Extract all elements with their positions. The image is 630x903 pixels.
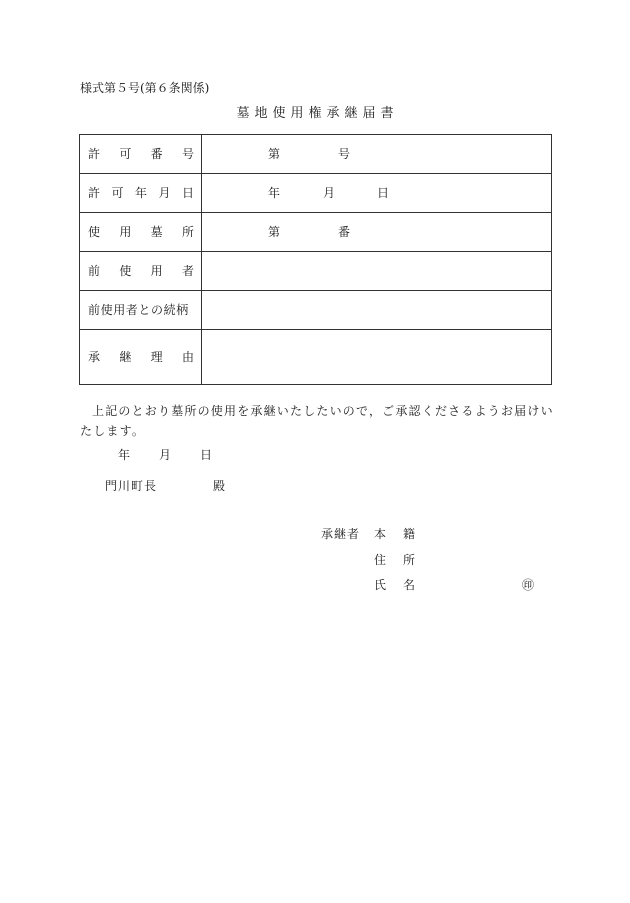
date-year: 年	[118, 448, 131, 462]
addressee-honorific: 殿	[213, 479, 226, 493]
addressee-name: 門川町長	[105, 479, 158, 493]
table-row-permit-number	[80, 135, 552, 174]
document-title: 墓地使用権承継届書	[236, 106, 399, 121]
successor-label: 承継者	[321, 527, 361, 541]
label-previous-user	[80, 252, 202, 291]
label-char: 前	[88, 264, 101, 278]
label-permit-number	[80, 135, 202, 174]
date-day: 日	[200, 448, 213, 462]
label-char: 使	[119, 264, 132, 278]
label-permit-date	[80, 174, 202, 213]
value-permit-number[interactable]	[202, 135, 552, 174]
label-char: 許	[88, 147, 101, 161]
label-char: 所	[181, 225, 194, 239]
table-row-previous-user	[80, 252, 552, 291]
field-address-char1: 住	[374, 553, 387, 567]
label-char: 年	[134, 186, 147, 200]
label-char: 可	[119, 147, 132, 161]
label-char: 用	[119, 225, 132, 239]
value-part-dai: 第	[268, 147, 281, 161]
form-number: 様式第５号(第６条関係)	[80, 81, 210, 95]
table-row-grave-plot	[80, 213, 552, 252]
form-table	[79, 134, 552, 385]
value-relationship[interactable]	[202, 291, 552, 330]
value-part-day: 日	[377, 186, 390, 200]
value-part-month: 月	[323, 186, 336, 200]
value-part-year: 年	[268, 186, 281, 200]
value-part-dai: 第	[268, 225, 281, 239]
field-address-char2: 所	[403, 553, 416, 567]
field-honseki-char2: 籍	[403, 527, 416, 541]
value-part-ban: 番	[338, 225, 351, 239]
field-name-char1: 氏	[374, 578, 387, 592]
label-char: 理	[150, 350, 163, 364]
label-char: 継	[119, 350, 132, 364]
label-char: 承	[88, 350, 101, 364]
label-char: 日	[181, 186, 194, 200]
table-row-permit-date	[80, 174, 552, 213]
label-char: 用	[150, 264, 163, 278]
label-char: 墓	[150, 225, 163, 239]
label-grave-plot	[80, 213, 202, 252]
value-grave-plot[interactable]	[202, 213, 552, 252]
label-char: 者	[181, 264, 194, 278]
field-honseki-char1: 本	[374, 527, 387, 541]
value-succession-reason[interactable]	[202, 330, 552, 385]
date-month: 月	[159, 448, 172, 462]
label-char: 由	[181, 350, 194, 364]
value-part-go: 号	[338, 147, 351, 161]
table-row-succession-reason	[80, 330, 552, 385]
label-char: 許	[88, 186, 101, 200]
seal-icon: ㊞	[521, 578, 534, 592]
table-row-relationship	[80, 291, 552, 330]
label-succession-reason	[80, 330, 202, 385]
value-permit-date[interactable]	[202, 174, 552, 213]
value-previous-user[interactable]	[202, 252, 552, 291]
request-paragraph: 上記のとおり墓所の使用を承継いたしたいので，ご承認くださるようお届けいたします。	[80, 404, 554, 438]
label-relationship	[80, 291, 202, 330]
label-char: 番	[150, 147, 163, 161]
label-char: 可	[111, 186, 124, 200]
field-name-char2: 名	[403, 578, 416, 592]
label-char: 月	[158, 186, 171, 200]
label-char: 使	[88, 225, 101, 239]
label-text: 前使用者との続柄	[88, 303, 189, 317]
label-char: 号	[181, 147, 194, 161]
